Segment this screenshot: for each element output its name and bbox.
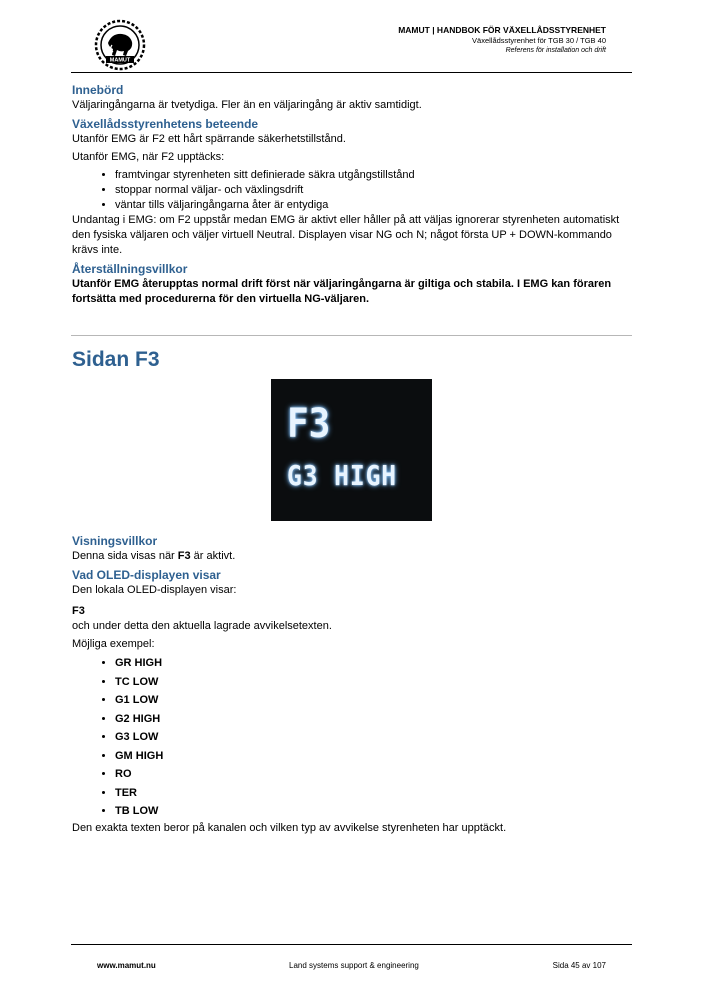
header-tagline: Referens för installation och drift [505, 47, 606, 54]
oled-display-image [271, 379, 432, 521]
beteende-p1: Utanför EMG är F2 ett hårt spärrande säkerhetstillstånd. [72, 133, 346, 145]
oled-visar-p1: Den lokala OLED-displayen visar: [72, 584, 237, 596]
list-item: • RO [115, 765, 632, 784]
footer-rule [71, 944, 632, 945]
list-item: • G3 LOW [115, 728, 632, 747]
list-item: • stoppar normal väljar- och växlingsdrift [115, 183, 632, 198]
header-title: MAMUT | HANDBOK FÖR VÄXELLÅDSSTYRENHET [398, 25, 606, 35]
footer-website[interactable]: www.mamut.nu [97, 961, 156, 970]
header-rule [71, 72, 632, 73]
heading-aterstallning: Återställningsvillkor [72, 262, 188, 276]
heading-visningsvillkor: Visningsvillkor [72, 534, 158, 548]
list-item: • TB LOW [115, 802, 632, 821]
heading-beteende: Växellådsstyrenhetens beteende [72, 117, 259, 131]
beteende-list [72, 168, 632, 213]
list-item: • GR HIGH [115, 654, 632, 673]
list-item: • väntar tills väljaringångarna åter är entydiga [115, 198, 632, 213]
list-item: • TC LOW [115, 673, 632, 692]
heading-oled-visar: Vad OLED-displayen visar [72, 568, 221, 582]
examples-list [72, 654, 632, 821]
heading-innebord: Innebörd [72, 83, 124, 97]
footer-page-number: Sida 45 av 107 [552, 961, 606, 970]
oled-code: F3 [72, 605, 85, 617]
page-heading: Sidan F3 [72, 348, 160, 371]
innebord-text: Väljaringångarna är tvetydiga. Fler än en väljaringång är aktiv samtidigt. [72, 99, 422, 111]
section-divider [71, 335, 632, 336]
f2-section [72, 82, 632, 307]
page-header [398, 25, 606, 56]
f3-section [72, 533, 632, 836]
header-subtitle: Växellådsstyrenhet för TGB 30 / TGB 40 [472, 36, 606, 45]
mamut-logo [94, 19, 146, 71]
list-item: • G1 LOW [115, 691, 632, 710]
beteende-p2: Utanför EMG, när F2 upptäcks: [72, 151, 225, 163]
oled-line1: F3 [287, 401, 331, 447]
list-item: • framtvingar styrenheten sitt definierade säkra utgångstillstånd [115, 168, 632, 183]
list-item: • TER [115, 784, 632, 803]
footer-company: Land systems support & engineering [289, 961, 419, 970]
aterstallning-text: Utanför EMG återupptas normal drift först när väljaringångarna är giltiga och stabila. I EMG kan föraren fortsätta med procedurerna för den virtuella NG-väljaren. [72, 278, 612, 305]
oled-visar-p2: och under detta den aktuella lagrade avvikelsetexten. [72, 620, 332, 632]
list-item: • G2 HIGH [115, 710, 632, 729]
list-item: • GM HIGH [115, 747, 632, 766]
beteende-p3: Undantag i EMG: om F2 uppstår medan EMG är aktivt eller håller på att väljas ignorerar styrenheten automatiskt den fysiska väljaren och väljer virtuell Neutral. Displayen visar NG och N; något första UP + DOWN-kommando krävs inte. [72, 214, 620, 256]
oled-visar-p4: Den exakta texten beror på kanalen och vilken typ av avvikelse styrenheten har upptäckt. [72, 821, 507, 834]
visningsvillkor-text: Denna sida visas när F3 är aktivt. [72, 550, 236, 562]
svg-text:MAMUT: MAMUT [109, 57, 131, 64]
oled-visar-p3: Möjliga exempel: [72, 638, 155, 650]
oled-line2: G3 HIGH [287, 459, 398, 492]
